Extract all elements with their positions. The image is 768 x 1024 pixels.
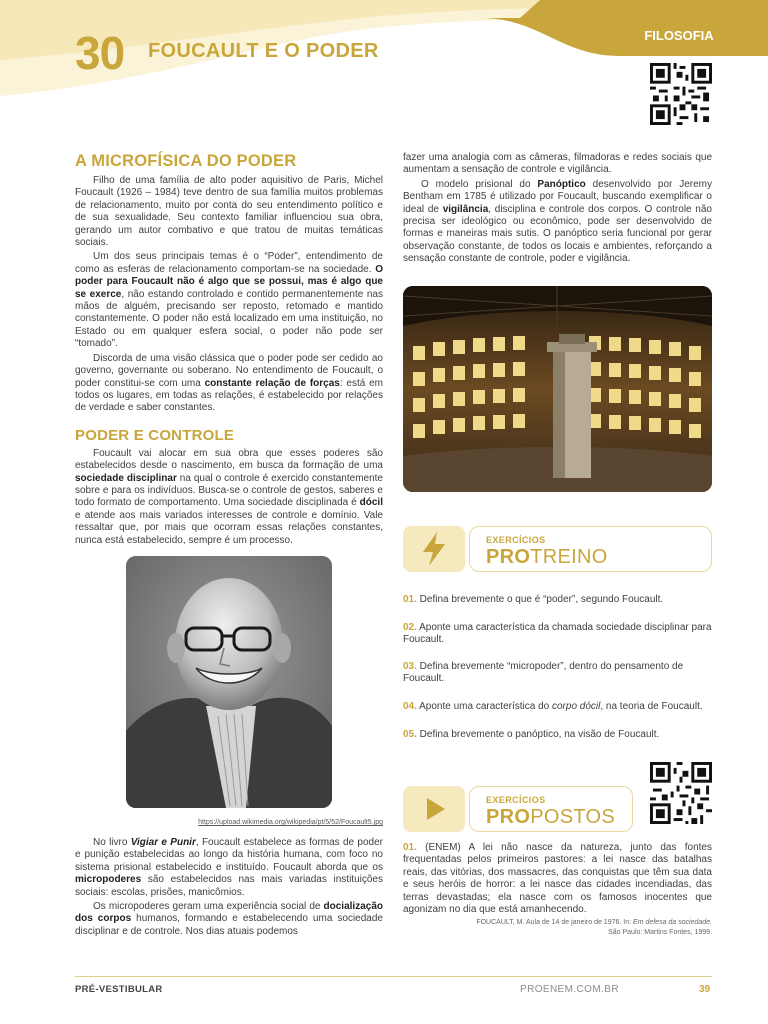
citation: FOUCAULT, M. Aula de 14 de janeiro de 1976. In: Em defesa da sociedade. São Paulo: Martins Fontes, 1999. — [476, 919, 712, 936]
subject-label: FILOSOFIA — [644, 28, 714, 43]
section-title-poder-controle: PODER E CONTROLE — [75, 426, 235, 444]
question-item: 04. Aponte uma característica do corpo dócil, na teoria de Foucault. — [403, 701, 703, 712]
paragraph: Filho de uma família de alto poder aquisitivo de Paris, Michel Foucault (1926 – 1984) teve dentro de sua família muitos problemas de relacionamento, muito por conta do seu entendimento político e de sua sexualidade. Seu contexto familiar influenciou sua obra, gerando um autor combativo e que tratou de muitas temáticas sociais. — [75, 175, 383, 249]
paragraph: Os micropoderes geram uma experiência social de docialização dos corpos humanos, formando e estabelecendo uma sociedade disciplinar e de controle. Nos dias atuais podemos — [75, 901, 383, 937]
protreino-banner — [403, 526, 712, 572]
qr-code-icon[interactable] — [650, 762, 712, 824]
paragraph: Discorda de uma visão clássica que o poder pode ser cedido ao governo, governante ou soberano. No entendimento de Foucault, o poder constitui-se com uma constante relação de forças: está em todos os lugares, em todas as relações, é estabelecido por relações de verdade e saber constantes. — [75, 352, 383, 414]
footer-course: PRÉ-VESTIBULAR — [75, 984, 163, 995]
photo-source-link[interactable]: https://upload.wikimedia.org/wikipedia/pt/5/52/Foucault5.jpg — [198, 819, 383, 826]
lightning-icon — [419, 532, 449, 566]
protreino-icon-box — [403, 526, 465, 572]
question-item: 03. Defina brevemente “micropoder”, dentro do pensamento de Foucault. — [403, 661, 684, 685]
paragraph: Foucault vai alocar em sua obra que esses poderes são estabelecidos desde o nascimento, em busca da formação de uma sociedade disciplinar na qual o controle é exercido constantemente sobre e para os indivíduos. Busca-se o controle de gestos, saberes e todo formato de comportamento. Uma sociedade disciplinada é dócil e atende aos mais variados interesses de controle e domínio. Vale ressaltar que, por mais que ocorram essas relações constantes, nunca está estabelecido, sempre é um processo. — [75, 447, 383, 546]
qr-code-icon[interactable] — [650, 63, 712, 125]
enem-question: 01. (ENEM) A lei não nasce da natureza, junto das fontes frequentadas pelos primeiros pastores: a lei nasce das batalhas reais, das vitórias, dos massacres, das conquistas que têm sua data e seus heróis de horror: a lei nasce das cidades incendiadas, das terras devastadas; ela nasce com os famosos inocentes que agonizam no dia que está amanhecendo. — [403, 842, 712, 916]
paragraph: No livro Vigiar e Punir, Foucault estabelece as formas de poder e punição estabelecidas ao longo da história humana, com foco no sistema prisional estabelecido e instituído. Foucault aborda que os micropoderes são estabelecidos nas mais variadas instituições sociais: escolas, prisões, manicômios. — [75, 837, 383, 898]
paragraph: fazer uma analogia com as câmeras, filmadoras e redes sociais que aumentam a sensação de controle e vigilância. — [403, 152, 712, 176]
paragraph: O modelo prisional do Panóptico desenvolvido por Jeremy Bentham em 1785 é utilizado por Foucault, buscando exemplificar o ideal de vigilância, disciplina e controle dos corpos. O controle não precisa ser ideológico ou econômico, pode ser desenvolvido de formas e maneiras mais sutis. O panóptico seria funcional por gerar observação constante, de todos os locais e ambientes, reforçando a sensação constante de controle, poder e vigilância. — [403, 178, 712, 265]
question-item: 01. Defina brevemente o que é “poder”, segundo Foucault. — [403, 594, 664, 605]
footer-divider — [75, 976, 712, 977]
question-item: 02. Aponte uma característica da chamada sociedade disciplinar para Foucault. — [403, 622, 712, 646]
page-number: 39 — [699, 984, 711, 995]
play-icon — [419, 792, 449, 826]
chapter-title: FOUCAULT E O PODER — [148, 40, 379, 62]
left-column-continued — [75, 837, 383, 940]
propostos-banner — [403, 786, 633, 832]
question-item: 05. Defina brevemente o panóptico, na visão de Foucault. — [403, 729, 660, 740]
chapter-number: 30 — [75, 27, 125, 79]
footer-website-link[interactable]: PROENEM.COM.BR — [520, 984, 619, 995]
propostos-label: EXERCÍCIOS PROPOSTOS — [469, 786, 633, 832]
propostos-icon-box — [403, 786, 465, 832]
paragraph: Um dos seus principais temas é o “Poder”, entendimento de como as esferas de relacionamento comportam-se na sociedade. O poder para Foucault não é algo que se possui, mas é algo que se exerce, não estando controlado e contido permanentemente nas mãos de alguém, precisando ser reposto, retomado e mantido constantemente. O poder não está localizado em uma instituição, no Estado ou em qualquer esfera social, o poder não pode ser “tomado”. — [75, 251, 383, 350]
section-title-microfisica: A MICROFÍSICA DO PODER — [75, 152, 297, 170]
panopticon-photo — [403, 286, 712, 492]
left-column — [75, 152, 383, 549]
right-column — [403, 152, 712, 268]
foucault-photo — [126, 556, 332, 808]
protreino-label: EXERCÍCIOS PROTREINO — [469, 526, 712, 572]
